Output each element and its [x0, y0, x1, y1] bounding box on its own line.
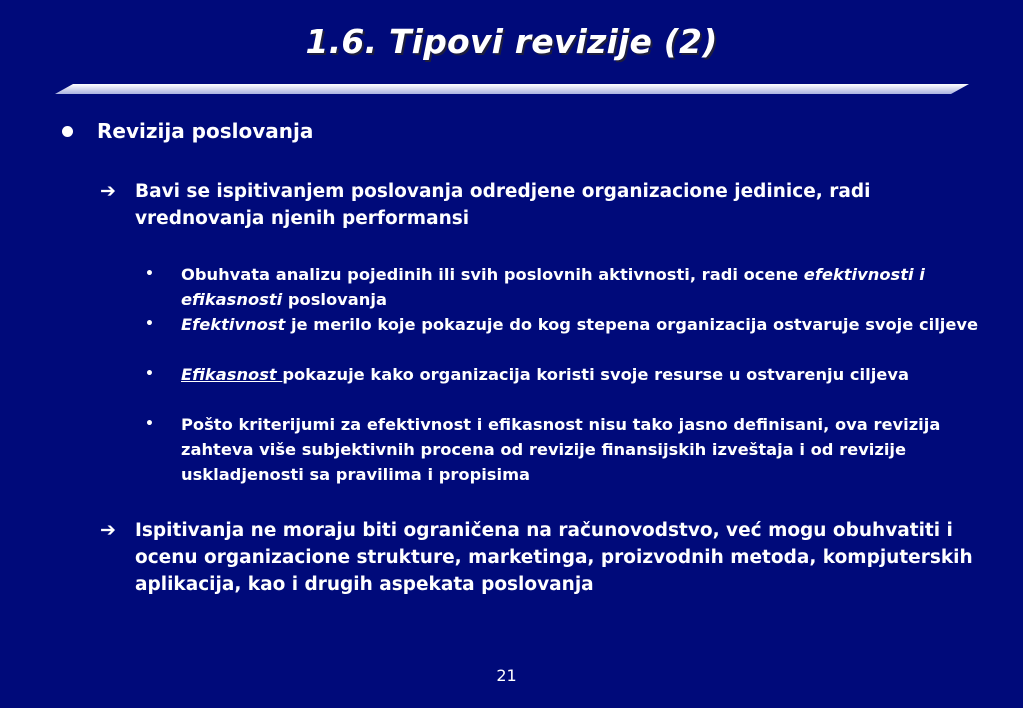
bullet-icon: •	[145, 266, 154, 282]
bullet-icon: •	[145, 416, 154, 432]
detail-bullet-1	[145, 262, 990, 312]
title-divider	[55, 84, 969, 94]
main-bullet-text: Revizija poslovanja	[97, 119, 314, 143]
detail-bullet-2	[145, 312, 990, 337]
detail-text: Efektivnost je merilo koje pokazuje do kog stepena organizacija ostvaruje svoje ciljeve	[181, 315, 979, 334]
slide-title: 1.6. Tipovi revizije (2)	[305, 22, 718, 61]
detail-bullet-3	[145, 362, 990, 387]
sub-point-text: Ispitivanja ne moraju biti ograničena na računovodstvo, već mogu obuhvatiti i ocenu organizacione strukture, marketinga, proizvodnih metoda, kompjuterskih aplikacija, kao i drugih aspekata poslovanja	[135, 520, 973, 595]
detail-text: Efikasnost pokazuje kako organizacija koristi svoje resurse u ostvarenju ciljeva	[181, 365, 909, 384]
detail-bullet-4	[145, 412, 990, 487]
sub-point-2	[100, 517, 980, 598]
sub-point-1	[100, 178, 980, 232]
arrow-right-icon: ➔	[100, 180, 116, 202]
sub-point-text: Bavi se ispitivanjem poslovanja odredjene organizacione jedinice, radi vrednovanja njenih performansi	[135, 181, 871, 229]
bullet-dot-icon	[62, 126, 73, 137]
detail-text: Obuhvata analizu pojedinih ili svih poslovnih aktivnosti, radi ocene efektivnosti i efikasnosti poslovanja	[181, 265, 925, 309]
arrow-right-icon: ➔	[100, 519, 116, 541]
detail-text: Pošto kriterijumi za efektivnost i efikasnost nisu tako jasno definisani, ova revizija zahteva više subjektivnih procena od revizije finansijskih izveštaja i od revizije uskladjenosti sa pravilima i propisima	[181, 415, 941, 484]
bullet-icon: •	[145, 316, 154, 332]
page-number: 21	[496, 666, 517, 685]
bullet-icon: •	[145, 366, 154, 382]
